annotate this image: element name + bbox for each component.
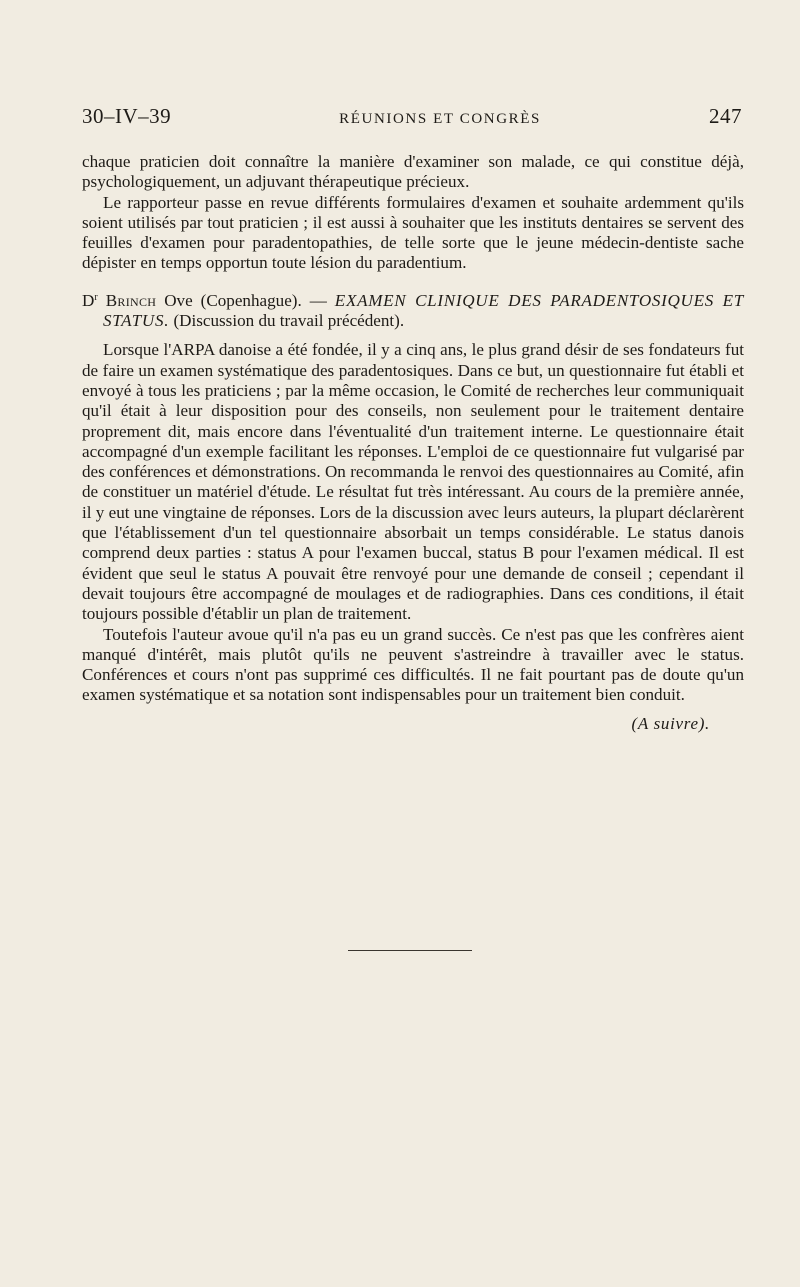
paragraph-continued: chaque praticien doit connaître la manière d'examiner son malade, ce qui constitue déjà, psychologiquement, un adjuvant thérapeutique précieux. (82, 152, 744, 192)
paragraph-arpa: Lorsque l'ARPA danoise a été fondée, il y a cinq ans, le plus grand désir de ses fondateurs fut de faire un examen systématique des paradentosiques. Dans ce but, un questionnaire fut établi et envoyé à tous les praticiens ; par la même occasion, le Comité de recherches leur communiquait qu'il était à leur disposition pour des conseils, non seulement pour le traitement dentaire proprement dit, mais encore dans l'éventualité d'un traitement interne. Le questionnaire était accompagné d'un exemple facilitant les réponses. L'emploi de ce questionnaire fut vulgarisé par des conférences et démonstrations. On recommanda le renvoi des questionnaires au Comité, afin de constituer un matériel d'étude. Le résultat fut très intéressant. Au cours de la première année, il y eut une vingtaine de réponses. Lors de la discussion avec leurs auteurs, la plupart déclarèrent que l'établissement d'un tel questionnaire absorbait un temps considérable. Le status danois comprend deux parties : status A pour l'examen buccal, status B pour l'examen médical. Il est évident que seul le status A pouvait être renvoyé pour une demande de conseil ; cependant il devait toujours être accompagné de moulages et de radiographies. Dans ces conditions, il était toujours possible d'établir un plan de traitement. (82, 340, 744, 624)
page-number: 247 (708, 104, 742, 128)
paragraph-rapporteur: Le rapporteur passe en revue différents formulaires d'examen et souhaite ardemment qu'ils soient utilisés par tout praticien ; il est aussi à souhaiter que les instituts dentaires se servent des feuilles d'examen pour paradentopathies, de telle sorte que le jeune médecin-dentiste sache dépister en temps opportun toute lésion du paradentium. (82, 192, 744, 273)
to-be-continued: (A suivre). (631, 713, 710, 733)
date-folio: 30–IV–39 (82, 104, 172, 128)
section-rule (348, 950, 472, 951)
author-name: Brinch (105, 290, 157, 310)
doctor-abbreviation: $D^r$ (82, 290, 98, 310)
body-text (82, 152, 744, 734)
communication-note: (Discussion du travail précédent). (169, 311, 405, 331)
running-title: RÉUNIONS ET CONGRÈS (339, 111, 541, 127)
communication-heading (82, 288, 744, 332)
paragraph-conclusion: Toutefois l'auteur avoue qu'il n'a pas eu un grand succès. Ce n'est pas que les confrères aient manqué d'intérêt, mais plutôt qu'ils ne peuvent s'astreindre à travailler avec le status. Conférences et cours n'ont pas supprimé ces difficultés. Il ne fait pourtant pas de doute qu'un examen systématique et sa notation sont indispensables pour un traitement bien conduit. (82, 624, 744, 705)
author-city: Ove (Copenhague). — (156, 290, 335, 310)
page-header (82, 104, 742, 134)
communication-title: EXAMEN CLINIQUE DES PARADENTOSIQUES ET STATUS. (103, 290, 744, 331)
